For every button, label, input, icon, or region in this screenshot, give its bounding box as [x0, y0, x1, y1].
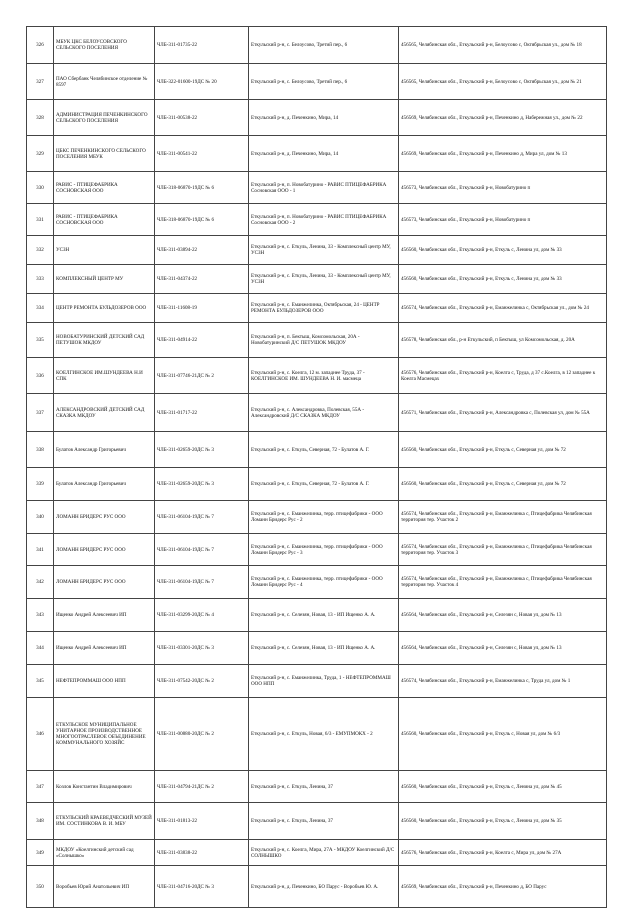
legal-address: 456560, Челябинская обл., Еткульский р-н, Еткуль с, Ленина ул, дом № 33: [399, 265, 607, 294]
legal-address: 456569, Челябинская обл., Еткульский р-н, Печенкино д, Мира ул, дом № 13: [399, 136, 607, 172]
organization-name: ПАО Сбербанк Челябинское отделение № 8597: [54, 64, 155, 100]
row-number: 332: [27, 236, 54, 265]
row-number: 338: [27, 432, 54, 468]
legal-address: 456574, Челябинская обл., Еткульский р-н, Еманжелинка с, Октябрьская ул., дом № 24: [399, 294, 607, 323]
organization-name: ЦБКС ПЕЧЕНКИНСКОГО СЕЛЬСКОГО ПОСЕЛЕНИЯ МБУК: [54, 136, 155, 172]
row-number: 349: [27, 840, 54, 866]
organization-name: УСЗН: [54, 236, 155, 265]
organization-name: РАВИС - ПТИЦЕФАБРИКА СОСНОВСКАЯ ООО: [54, 204, 155, 236]
object-address: Еткульский р-н, с. Еманжелинка, терр. птицефабрики - ООО Ломанн Бридерс Рус - 2: [249, 501, 399, 534]
table-row: [27, 236, 607, 265]
table-row: [27, 771, 607, 803]
object-address: Еткульский р-н, с. Белоусово, Третий пер., 6: [249, 27, 399, 64]
object-address: Еткульский р-н, д. Печенкино, Мира, 14: [249, 100, 399, 136]
organization-name: РАВИС - ПТИЦЕФАБРИКА СОСНОВСКАЯ ООО: [54, 172, 155, 204]
legal-address: 456565, Челябинская обл., Еткульский р-н, Белоусово с, Октябрьская ул., дом № 18: [399, 27, 607, 64]
row-number: 347: [27, 771, 54, 803]
legal-address: 456578, Челябинская обл., р-н Еткульский, п Бектыш, ул Комсомольская, д. 20А: [399, 323, 607, 358]
legal-address: 456573, Челябинская обл., Еткульский р-н, Новобатурино п: [399, 172, 607, 204]
table-row: [27, 840, 607, 866]
table-row: [27, 866, 607, 908]
organization-name: Булатов Александр Григорьевич: [54, 432, 155, 468]
table-row: [27, 64, 607, 100]
table-row: [27, 468, 607, 501]
legal-address: 456573, Челябинская обл., Еткульский р-н, Новобатурино п: [399, 204, 607, 236]
table-row: [27, 265, 607, 294]
organization-name: НЕФТЕПРОММАШ ООО НПП: [54, 665, 155, 698]
object-address: Еткульский р-н, с. Еманжелинка, терр. птицефабрики - ООО Ломанн Бридерс Рус - 4: [249, 566, 399, 599]
registry-code: ЧЛБ-311-03299-20ДС № 4: [155, 599, 249, 632]
row-number: 331: [27, 204, 54, 236]
organization-name: ЛОМАНН БРИДЕРС РУС ООО: [54, 501, 155, 534]
table-row: [27, 358, 607, 394]
row-number: 327: [27, 64, 54, 100]
legal-address: 456564, Челябинская обл., Еткульский р-н, Селезян с, Новая ул, дом № 13: [399, 632, 607, 665]
row-number: 330: [27, 172, 54, 204]
organization-name: ЕТКУЛЬСКИЙ КРАЕВЕДЧЕСКИЙ МУЗЕЙ ИМ. СОСТИНКОВА В. И. МБУ: [54, 803, 155, 840]
table-row: [27, 534, 607, 566]
row-number: 348: [27, 803, 54, 840]
object-address: Еткульский р-н, с. Еткуль, Ленина, 37: [249, 803, 399, 840]
registry-code: ЧЛБ-311-06104-19ДС № 7: [155, 534, 249, 566]
object-address: Еткульский р-н, с. Селезян, Новая, 13 - ИП Ищенко А. А.: [249, 632, 399, 665]
organization-name: КОЕЛГИНСКОЕ ИМ.ШУНДЕЕВА Н.И СПК: [54, 358, 155, 394]
object-address: Еткульский р-н, д. Печенкино, БО Парус - Воробьев Ю. А.: [249, 866, 399, 908]
row-number: 342: [27, 566, 54, 599]
object-address: Еткульский р-н, с. Еткуль, Северная, 72 - Булатов А. Г.: [249, 468, 399, 501]
legal-address: 456574, Челябинская обл., Еткульский р-н, Еманжелинка с, Птицефабрика Челябинская территория тер. Участок 3: [399, 534, 607, 566]
legal-address: 456560, Челябинская обл., Еткульский р-н, Еткуль с, Северная ул, дом № 72: [399, 468, 607, 501]
row-number: 344: [27, 632, 54, 665]
registry-code: ЧЛБ-311-07746-21ДС № 2: [155, 358, 249, 394]
organization-name: МКДОУ «Коелгинский детский сад «Солнышко»: [54, 840, 155, 866]
registry-code: ЧЛБ-311-02659-20ДС № 3: [155, 468, 249, 501]
table-row: [27, 27, 607, 64]
registry-code: ЧЛБ-311-04374-22: [155, 265, 249, 294]
table-row: [27, 698, 607, 771]
table-row: [27, 172, 607, 204]
row-number: 343: [27, 599, 54, 632]
organization-name: Ищенко Андрей Алексеевич ИП: [54, 632, 155, 665]
organization-name: АДМИНИСТРАЦИЯ ПЕЧЕНКИНСКОГО СЕЛЬСКОГО ПОСЕЛЕНИЯ: [54, 100, 155, 136]
legal-address: 456560, Челябинская обл., Еткульский р-н, Еткуль с, Новая ул, дом № 6/3: [399, 698, 607, 771]
table-row: [27, 204, 607, 236]
registry-code: ЧЛБ-311-01813-22: [155, 803, 249, 840]
organization-name: Воробьев Юрий Анатольевич ИП: [54, 866, 155, 908]
object-address: Еткульский р-н, с. Еманжелинка, Труда, 1 - НЕФТЕПРОММАШ ООО НПП: [249, 665, 399, 698]
legal-address: 456560, Челябинская обл., Еткульский р-н, Еткуль с, Северная ул, дом № 72: [399, 432, 607, 468]
object-address: Еткульский р-н, п. Новобатурино - РАВИС ПТИЦЕФАБРИКА Сосновская ООО - 2: [249, 204, 399, 236]
registry-code: ЧЛБ-311-03301-20ДС № 3: [155, 632, 249, 665]
table-row: [27, 323, 607, 358]
organization-name: МБУК ЦКС БЕЛОУСОВСКОГО СЕЛЬСКОГО ПОСЕЛЕНИЯ: [54, 27, 155, 64]
table-row: [27, 394, 607, 432]
row-number: 350: [27, 866, 54, 908]
registry-code: ЧЛБ-311-04914-22: [155, 323, 249, 358]
legal-address: 456569, Челябинская обл., Еткульский р-н, Печенкино д, Набережная ул., дом № 22: [399, 100, 607, 136]
legal-address: 456574, Челябинская обл., Еткульский р-н, Еманжелинка с, Птицефабрика Челябинская территория тер. Участок 2: [399, 501, 607, 534]
registry-code: ЧЛБ-311-01717-22: [155, 394, 249, 432]
object-address: Еткульский р-н, с. Коелга, 12 м. западнее Труда, 37 - КОЕЛГИНСКОЕ ИМ. ШУНДЕЕВА Н. И. масмеца: [249, 358, 399, 394]
object-address: Еткульский р-н, д. Печенкино, Мира, 14: [249, 136, 399, 172]
legal-address: 456574, Челябинская обл., Еткульский р-н, Еманжелинка с, Птицефабрика Челябинская территория тер. Участок 4: [399, 566, 607, 599]
row-number: 346: [27, 698, 54, 771]
row-number: 339: [27, 468, 54, 501]
registry-code: ЧЛБ-311-00880-20ДС № 2: [155, 698, 249, 771]
object-address: Еткульский р-н, с. Еткуль, Ленина, 37: [249, 771, 399, 803]
legal-address: 456560, Челябинская обл., Еткульский р-н, Еткуль с, Ленина ул, дом № 35: [399, 803, 607, 840]
row-number: 326: [27, 27, 54, 64]
organization-name: Козлов Константин Владимирович: [54, 771, 155, 803]
table-row: [27, 294, 607, 323]
table-row: [27, 665, 607, 698]
object-address: Еткульский р-н, с. Еткуль, Северная, 72 - Булатов А. Г.: [249, 432, 399, 468]
object-address: Еткульский р-н, с. Коелга, Мира, 27А - МКДОУ Коелгинский Д/С СОЛНЫШКО: [249, 840, 399, 866]
registry-code: ЧЛБ-311-04716-20ДС № 3: [155, 866, 249, 908]
legal-address: 456571, Челябинская обл., Еткульский р-н, Александровка с, Полевская ул, дом № 55А: [399, 394, 607, 432]
registry-code: ЧЛБ-311-06104-19ДС № 7: [155, 566, 249, 599]
registry-code: ЧЛБ-311-06104-19ДС № 7: [155, 501, 249, 534]
legal-address: 456576, Челябинская обл., Еткульский р-н, Коелга с, Труда, д 37 с.Коелга, в 12 западнее к Коелга Масмецах: [399, 358, 607, 394]
object-address: Еткульский р-н, с. Еткуль, Ленина, 33 - Комплексный центр МУ, УСЗН: [249, 265, 399, 294]
organization-name: ЛОМАНН БРИДЕРС РУС ООО: [54, 534, 155, 566]
table-row: [27, 432, 607, 468]
legal-address: 456560, Челябинская обл., Еткульский р-н, Еткуль с, Ленина ул, дом № 45: [399, 771, 607, 803]
row-number: 335: [27, 323, 54, 358]
row-number: 336: [27, 358, 54, 394]
object-address: Еткульский р-н, с. Белоусово, Третий пер., 6: [249, 64, 399, 100]
row-number: 345: [27, 665, 54, 698]
table-row: [27, 803, 607, 840]
object-address: Еткульский р-н, с. Селезян, Новая, 13 - ИП Ищенко А. А.: [249, 599, 399, 632]
object-address: Еткульский р-н, с. Еманжелинка, Октябрьская, 24 - ЦЕНТР РЕМОНТА БУЛЬДОЗЕРОВ ООО: [249, 294, 399, 323]
row-number: 337: [27, 394, 54, 432]
registry-code: ЧЛБ-311-02659-20ДС № 3: [155, 432, 249, 468]
legal-address: 456574, Челябинская обл., Еткульский р-н, Еманжелинка с, Труда ул, дом № 1: [399, 665, 607, 698]
row-number: 341: [27, 534, 54, 566]
registry-code: ЧЛБ-311-03894-22: [155, 236, 249, 265]
organization-name: ЛОМАНН БРИДЕРС РУС ООО: [54, 566, 155, 599]
registry-code: ЧЛБ-318-06870-19ДС № 6: [155, 204, 249, 236]
legal-address: 456569, Челябинская обл., Еткульский р-н, Печенкино д, БО Парус: [399, 866, 607, 908]
object-address: Еткульский р-н, с. Александровка, Полевская, 55А - Александровский Д/С СКАЗКА МКДОУ: [249, 394, 399, 432]
registry-code: ЧЛБ-311-03838-22: [155, 840, 249, 866]
registry-code: ЧЛБ-311-00541-22: [155, 136, 249, 172]
registry-code: ЧЛБ-311-04794-21ДС № 2: [155, 771, 249, 803]
row-number: 328: [27, 100, 54, 136]
organization-name: Булатов Александр Григорьевич: [54, 468, 155, 501]
legal-address: 456564, Челябинская обл., Еткульский р-н, Селезян с, Новая ул, дом № 13: [399, 599, 607, 632]
table-row: [27, 566, 607, 599]
organization-name: ЕТКУЛЬСКОЕ МУНИЦИПАЛЬНОЕ УНИТАРНОЕ ПРОИЗВОДСТВЕННОЕ МНОГООТРАСЛЕВОЕ ОБЪЕДИНЕНИЕ КОММУНАЛЬНОГО ХОЗЯЙС: [54, 698, 155, 771]
registry-code: ЧЛБ-322-01600-19ДС № 20: [155, 64, 249, 100]
table-row: [27, 632, 607, 665]
table-row: [27, 100, 607, 136]
object-address: Еткульский р-н, с. Еткуль, Ленина, 33 - Комплексный центр МУ, УСЗН: [249, 236, 399, 265]
registry-code: ЧЛБ-318-06870-19ДС № 6: [155, 172, 249, 204]
legal-address: 456560, Челябинская обл., Еткульский р-н, Еткуль с, Ленина ул, дом № 33: [399, 236, 607, 265]
object-address: Еткульский р-н, с. Еткуль, Новая, 6/3 - ЕМУПМОКХ - 2: [249, 698, 399, 771]
table-row: [27, 501, 607, 534]
registry-code: ЧЛБ-311-07542-20ДС № 2: [155, 665, 249, 698]
registry-code: ЧЛБ-311-00538-22: [155, 100, 249, 136]
table-row: [27, 136, 607, 172]
organization-name: ЦЕНТР РЕМОНТА БУЛЬДОЗЕРОВ ООО: [54, 294, 155, 323]
organization-name: Ищенко Андрей Алексеевич ИП: [54, 599, 155, 632]
registry-code: ЧЛБ-311-01735-22: [155, 27, 249, 64]
row-number: 329: [27, 136, 54, 172]
organization-name: КОМПЛЕКСНЫЙ ЦЕНТР МУ: [54, 265, 155, 294]
object-address: Еткульский р-н, с. Еманжелинка, терр. птицефабрики - ООО Ломанн Бридерс Рус - 3: [249, 534, 399, 566]
row-number: 340: [27, 501, 54, 534]
legal-address: 456576, Челябинская обл., Еткульский р-н, Коелга с, Мира ул, дом № 27А: [399, 840, 607, 866]
object-address: Еткульский р-н, п. Бектыш, Комсомольская, 20А - Новобатуринский Д/С ПЕТУШОК МКДОУ: [249, 323, 399, 358]
row-number: 334: [27, 294, 54, 323]
object-address: Еткульский р-н, п. Новобатурино - РАВИС ПТИЦЕФАБРИКА Сосновская ООО - 1: [249, 172, 399, 204]
legal-address: 456565, Челябинская обл., Еткульский р-н, Белоусово с, Октябрьская ул., дом № 21: [399, 64, 607, 100]
organization-name: АЛЕКСАНДРОВСКИЙ ДЕТСКИЙ САД СКАЗКА МКДОУ: [54, 394, 155, 432]
row-number: 333: [27, 265, 54, 294]
registry-body: [27, 27, 607, 908]
organization-name: НОВОБАТУРИНСКИЙ ДЕТСКИЙ САД ПЕТУШОК МКДОУ: [54, 323, 155, 358]
registry-code: ЧЛБ-311-11608-19: [155, 294, 249, 323]
registry-table: [26, 26, 607, 908]
table-row: [27, 599, 607, 632]
